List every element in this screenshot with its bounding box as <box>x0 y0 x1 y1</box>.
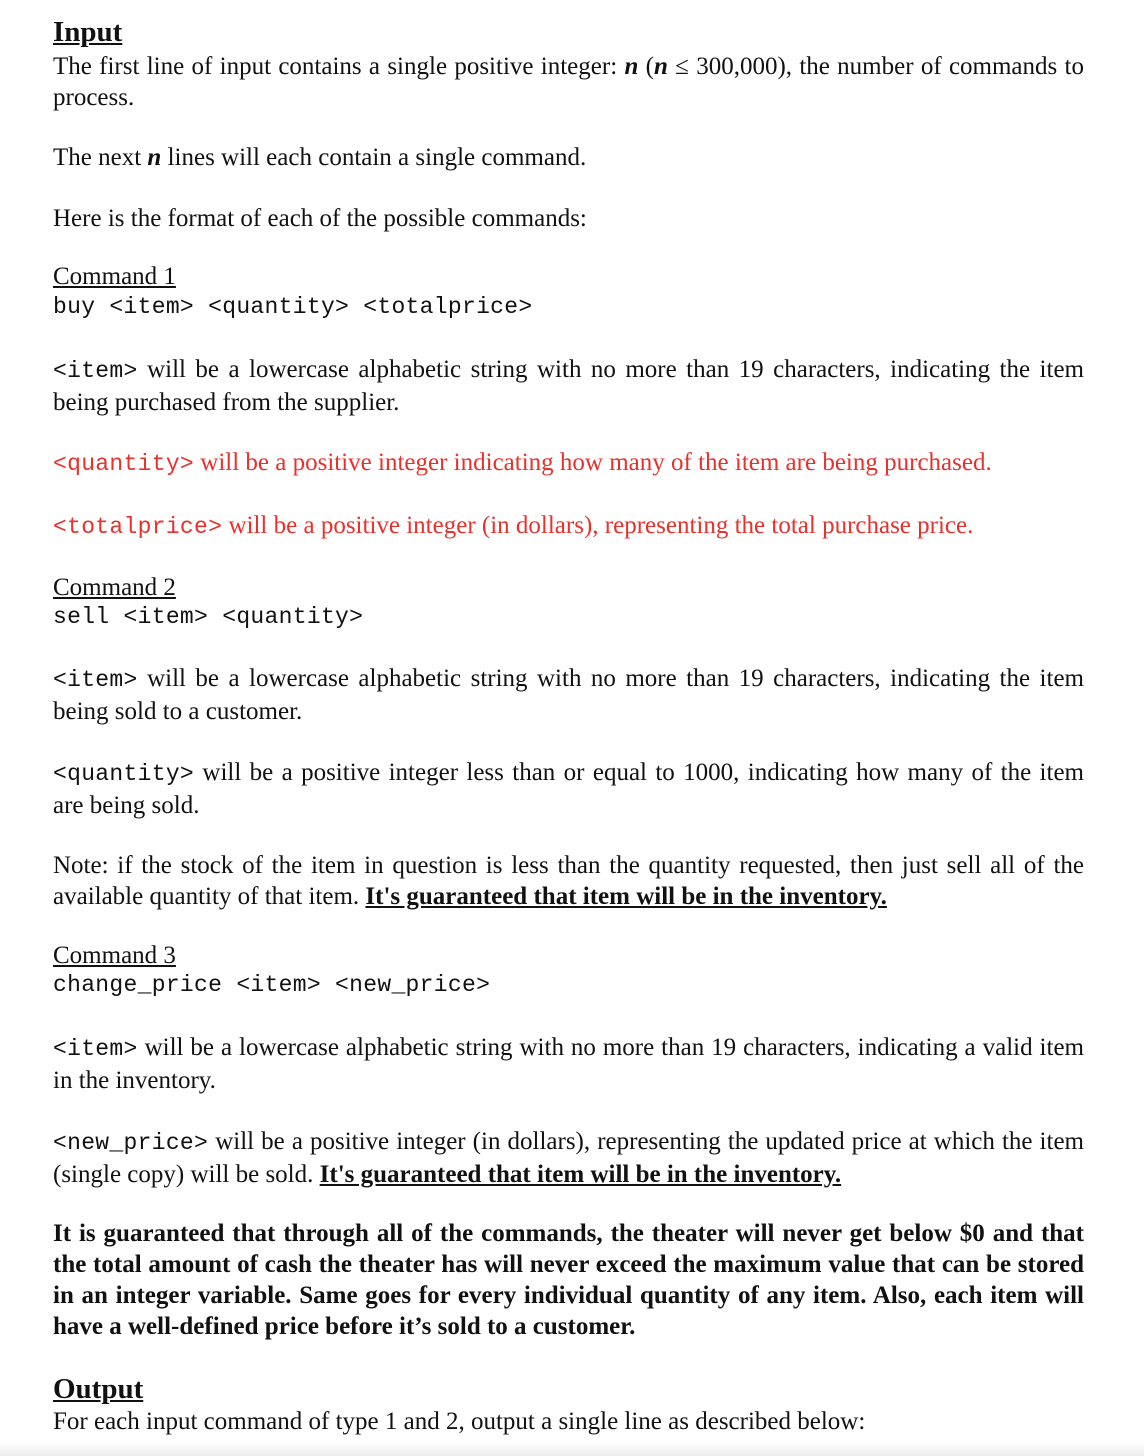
command2-syntax: sell <item> <quantity> <box>53 604 364 630</box>
command2-item-desc <box>53 663 1084 727</box>
command2-guarantee: It's guaranteed that item will be in the inventory. <box>365 883 887 910</box>
input-heading: Input <box>53 16 123 48</box>
command2-quantity-text: will be a positive integer less than or equal to 1000, indicating how many of the item are being sold. <box>53 759 1084 819</box>
command2-note <box>53 850 1084 912</box>
input-p1-constraint: ≤ 300,000) <box>667 53 786 80</box>
command3-new-price-text: will be a positive integer (in dollars), representing the updated price at which the item (single copy) will be sold. <box>53 1128 1084 1188</box>
command3-syntax: change_price <item> <new_price> <box>53 972 491 998</box>
input-p2-post: lines will each contain a single command. <box>161 144 587 171</box>
command1-totalprice-desc <box>53 510 1084 543</box>
command3-new-price-desc <box>53 1126 1084 1190</box>
command1-heading: Command 1 <box>53 263 176 290</box>
guarantee-paragraph: It is guaranteed that through all of the commands, the theater will never get below $0 and that the total amount of cash the theater has will never exceed the maximum value that can be stored in an integer variable. Same goes for every individual quantity of any item. Also, each item will have a well-defined price before it’s sold to a customer. <box>53 1220 1084 1340</box>
command1-quantity-token: <quantity> <box>53 451 195 477</box>
command1-syntax: buy <item> <quantity> <totalprice> <box>53 294 533 320</box>
output-paragraph-1: For each input command of type 1 and 2, output a single line as described below: <box>53 1408 866 1435</box>
input-p1-pre: The first line of input contains a single positive integer: <box>53 53 625 80</box>
command1-item-desc <box>53 354 1084 418</box>
command2-quantity-token: <quantity> <box>53 761 195 787</box>
command1-quantity-text: will be a positive integer indicating how many of the item are being purchased. <box>194 449 992 476</box>
command1-quantity-desc <box>53 447 1084 480</box>
command2-note-text: Note: if the stock of the item in question is less than the quantity requested, then just sell all of the available quantity of that item. <box>53 852 1084 910</box>
command2-heading: Command 2 <box>53 574 176 601</box>
command1-item-text: will be a lowercase alphabetic string with no more than 19 characters, indicating the item being purchased from the supplier. <box>53 356 1084 416</box>
command3-item-token: <item> <box>53 1036 138 1062</box>
input-p2-pre: The next <box>53 144 148 171</box>
input-paragraph-3: Here is the format of each of the possible commands: <box>53 205 587 232</box>
var-n: n <box>624 53 639 80</box>
input-p1-post: , the number of commands to process. <box>53 53 1085 111</box>
command3-guarantee: It's guaranteed that item will be in the inventory. <box>319 1161 842 1188</box>
input-paragraph-1 <box>53 51 1084 113</box>
command2-item-text: will be a lowercase alphabetic string with no more than 19 characters, indicating the item being sold to a customer. <box>53 665 1084 725</box>
command2-item-token: <item> <box>53 667 138 693</box>
var-n-2: n <box>653 53 668 80</box>
page-bottom-shadow <box>0 1442 1144 1456</box>
command1-item-token: <item> <box>53 358 138 384</box>
command3-item-text: will be a lowercase alphabetic string with no more than 19 characters, indicating a valid item in the inventory. <box>53 1034 1084 1094</box>
command1-totalprice-token: <totalprice> <box>53 514 223 540</box>
var-n-3: n <box>147 144 162 171</box>
command3-heading: Command 3 <box>53 942 176 969</box>
output-heading: Output <box>53 1373 144 1405</box>
command3-item-desc <box>53 1032 1084 1096</box>
input-p1-paren: ( <box>638 53 654 80</box>
command2-quantity-desc <box>53 757 1084 821</box>
command3-new-price-token: <new_price> <box>53 1130 209 1156</box>
command1-totalprice-text: will be a positive integer (in dollars), representing the total purchase price. <box>222 512 974 539</box>
input-paragraph-2 <box>53 142 1084 173</box>
